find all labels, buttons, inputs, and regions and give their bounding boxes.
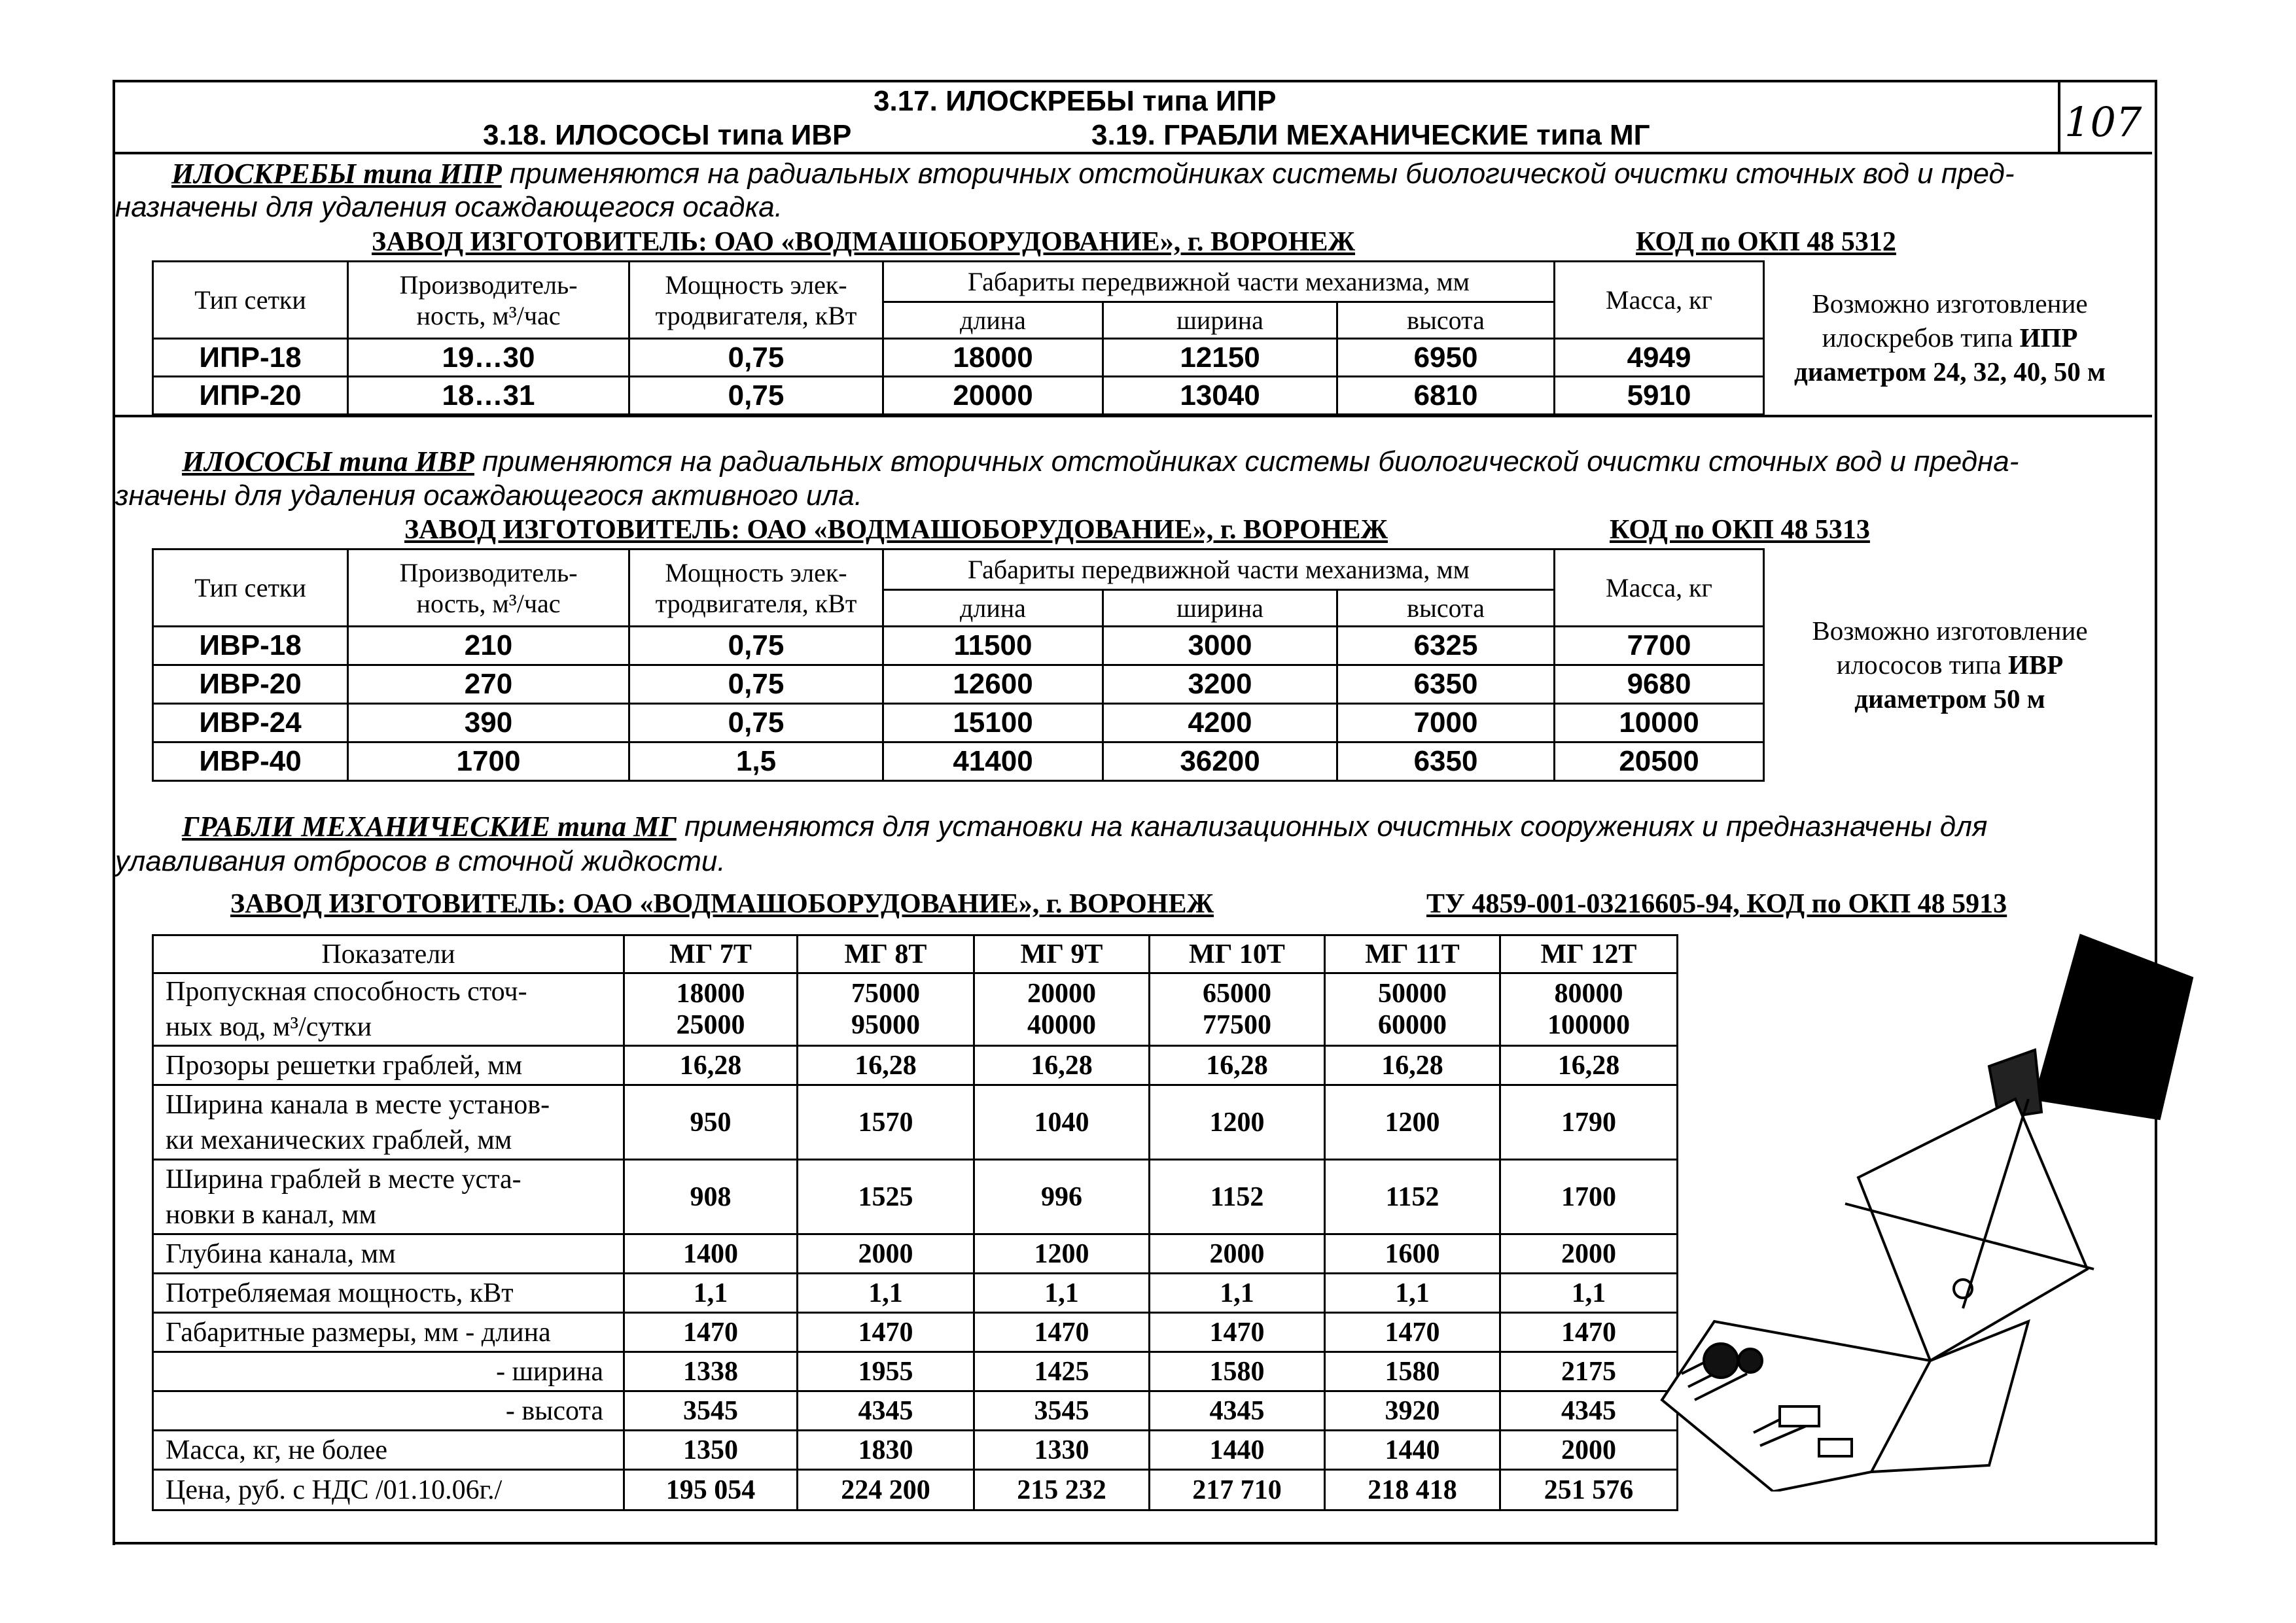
header-mass: Масса, кг bbox=[1555, 550, 1764, 627]
cell: ИПР-20 bbox=[153, 377, 348, 415]
cell: 1,1 bbox=[798, 1274, 974, 1313]
cell: 16,28 bbox=[974, 1046, 1150, 1085]
cell: 218 418 bbox=[1325, 1470, 1500, 1510]
ipr-intro-line-2: назначены для удаления осаждающегося осадка. bbox=[115, 191, 783, 223]
header-model: МГ 10Т bbox=[1150, 935, 1325, 973]
cell: 996 bbox=[974, 1160, 1150, 1234]
row-label: Ширина граблей в месте уста- новки в канал, мм bbox=[153, 1160, 624, 1234]
cell: 1580 bbox=[1150, 1352, 1325, 1391]
ivr-okp-code: КОД по ОКП 48 5313 bbox=[1610, 515, 1870, 545]
note-type: ИВР bbox=[2007, 650, 2064, 680]
cell: 2175 bbox=[1500, 1352, 1678, 1391]
cell: 1580 bbox=[1325, 1352, 1500, 1391]
title-ivr: 3.18. ИЛОСОСЫ типа ИВР bbox=[483, 119, 852, 151]
table-row bbox=[153, 377, 1764, 415]
table-row bbox=[153, 665, 1764, 704]
table-row bbox=[153, 742, 1764, 781]
cell: 1600 bbox=[1325, 1234, 1500, 1274]
table-row bbox=[153, 1274, 1678, 1313]
cell: 1470 bbox=[1500, 1313, 1678, 1352]
bottom-rule bbox=[113, 1542, 2155, 1544]
cell: 1525 bbox=[798, 1160, 974, 1234]
cell: 1470 bbox=[624, 1313, 798, 1352]
cell: 36200 bbox=[1103, 742, 1337, 781]
header-dimensions: Габариты передвижной части механизма, мм bbox=[883, 262, 1555, 302]
cell: 1040 bbox=[974, 1085, 1150, 1160]
cell: 1400 bbox=[624, 1234, 798, 1274]
mg-spec-table bbox=[152, 934, 1678, 1511]
cell: 16,28 bbox=[798, 1046, 974, 1085]
cell: 1152 bbox=[1150, 1160, 1325, 1234]
cell: 6350 bbox=[1337, 742, 1555, 781]
header-divider bbox=[115, 152, 2152, 154]
header-model: МГ 9Т bbox=[974, 935, 1150, 973]
cell: ИВР-24 bbox=[153, 704, 348, 742]
cell: 224 200 bbox=[798, 1470, 974, 1510]
cell: 1470 bbox=[798, 1313, 974, 1352]
cell: 1700 bbox=[348, 742, 629, 781]
cell: 16,28 bbox=[1150, 1046, 1325, 1085]
header-type: Тип сетки bbox=[153, 550, 348, 627]
cell: 2000 bbox=[1500, 1234, 1678, 1274]
cell: 5910 bbox=[1555, 377, 1764, 415]
mg-intro-text: применяются для установки на канализационных очистных сооружениях и предназначены для bbox=[676, 811, 1988, 843]
note-diameter: диаметром 50 м bbox=[1854, 684, 2045, 714]
cell: 1570 bbox=[798, 1085, 974, 1160]
header-height: высота bbox=[1337, 302, 1555, 339]
cell: 2000 bbox=[1500, 1431, 1678, 1470]
cell: 1200 bbox=[1325, 1085, 1500, 1160]
cell: 4200 bbox=[1103, 704, 1337, 742]
cell: 2000 bbox=[798, 1234, 974, 1274]
cell: 1,1 bbox=[1500, 1274, 1678, 1313]
table-row bbox=[153, 1046, 1678, 1085]
cell: 4345 bbox=[1500, 1391, 1678, 1431]
table-row bbox=[153, 1352, 1678, 1391]
row-label: Ширина канала в месте установ- ки механических граблей, мм bbox=[153, 1085, 624, 1160]
cell: 1,5 bbox=[629, 742, 883, 781]
cell: 1152 bbox=[1325, 1160, 1500, 1234]
cell: ИВР-20 bbox=[153, 665, 348, 704]
ivr-intro-line-2: значены для удаления осаждающегося активного ила. bbox=[115, 480, 862, 512]
cell: 6325 bbox=[1337, 627, 1555, 665]
table-row bbox=[153, 339, 1764, 377]
cell: 75000 95000 bbox=[798, 973, 974, 1046]
note-diameter: диаметром 24, 32, 40, 50 м bbox=[1793, 357, 2106, 387]
header-power: Мощность элек- тродвигателя, кВт bbox=[629, 262, 883, 339]
cell: 1440 bbox=[1150, 1431, 1325, 1470]
row-label: - ширина bbox=[153, 1352, 624, 1391]
ivr-intro-text: применяются на радиальных вторичных отстойниках системы биологической очистки сточных вод и предна- bbox=[474, 445, 2019, 478]
cell: 1338 bbox=[624, 1352, 798, 1391]
header-mass: Масса, кг bbox=[1555, 262, 1764, 339]
ipr-note bbox=[1760, 287, 2140, 389]
header-width: ширина bbox=[1103, 302, 1337, 339]
table-row bbox=[153, 1431, 1678, 1470]
cell: 4345 bbox=[798, 1391, 974, 1431]
cell: 12150 bbox=[1103, 339, 1337, 377]
row-label: Потребляемая мощность, кВт bbox=[153, 1274, 624, 1313]
table-row bbox=[153, 1313, 1678, 1352]
header-dimensions: Габариты передвижной части механизма, мм bbox=[883, 550, 1555, 590]
table-row bbox=[153, 1085, 1678, 1160]
table-row bbox=[153, 627, 1764, 665]
table-row bbox=[153, 704, 1764, 742]
header-productivity: Производитель- ность, м³/час bbox=[348, 550, 629, 627]
cell: 1200 bbox=[974, 1234, 1150, 1274]
cell: 1470 bbox=[974, 1313, 1150, 1352]
mg-name: ГРАБЛИ МЕХАНИЧЕСКИЕ типа МГ bbox=[182, 811, 677, 843]
header-productivity: Производитель- ность, м³/час bbox=[348, 262, 629, 339]
row-label: Цена, руб. с НДС /01.10.06г./ bbox=[153, 1470, 624, 1510]
cell: 2000 bbox=[1150, 1234, 1325, 1274]
table-row bbox=[153, 973, 1678, 1046]
ivr-spec-table bbox=[152, 548, 1765, 782]
cell: 1440 bbox=[1325, 1431, 1500, 1470]
cell: 9680 bbox=[1555, 665, 1764, 704]
cell: 950 bbox=[624, 1085, 798, 1160]
title-mg: 3.19. ГРАБЛИ МЕХАНИЧЕСКИЕ типа МГ bbox=[1091, 119, 1650, 151]
cell: 0,75 bbox=[629, 627, 883, 665]
cell: 16,28 bbox=[624, 1046, 798, 1085]
cell: 1,1 bbox=[1150, 1274, 1325, 1313]
header-model: МГ 7Т bbox=[624, 935, 798, 973]
cell: 0,75 bbox=[629, 339, 883, 377]
header-length: длина bbox=[883, 302, 1103, 339]
ipr-okp-code: КОД по ОКП 48 5312 bbox=[1636, 227, 1896, 257]
cell: 1470 bbox=[1150, 1313, 1325, 1352]
cell: 1330 bbox=[974, 1431, 1150, 1470]
page-number: 107 bbox=[2064, 98, 2142, 146]
cell: 0,75 bbox=[629, 377, 883, 415]
row-label: Глубина канала, мм bbox=[153, 1234, 624, 1274]
cell: 18000 bbox=[883, 339, 1103, 377]
note-type: ИПР bbox=[2019, 323, 2078, 353]
cell: 908 bbox=[624, 1160, 798, 1234]
cell: 10000 bbox=[1555, 704, 1764, 742]
note-line: илососов типа bbox=[1836, 650, 2008, 680]
cell: 1,1 bbox=[624, 1274, 798, 1313]
table-row bbox=[153, 1470, 1678, 1510]
row-label: Масса, кг, не более bbox=[153, 1431, 624, 1470]
row-label: - высота bbox=[153, 1391, 624, 1431]
cell: 6350 bbox=[1337, 665, 1555, 704]
cell: 215 232 bbox=[974, 1470, 1150, 1510]
cell: 12600 bbox=[883, 665, 1103, 704]
cell: 7700 bbox=[1555, 627, 1764, 665]
cell: 1425 bbox=[974, 1352, 1150, 1391]
cell: 20000 40000 bbox=[974, 973, 1150, 1046]
cell: 3000 bbox=[1103, 627, 1337, 665]
header-model: МГ 8Т bbox=[798, 935, 974, 973]
cell: 390 bbox=[348, 704, 629, 742]
cell: 4345 bbox=[1150, 1391, 1325, 1431]
cell: 11500 bbox=[883, 627, 1103, 665]
cell: ИПР-18 bbox=[153, 339, 348, 377]
cell: 217 710 bbox=[1150, 1470, 1325, 1510]
ivr-note bbox=[1760, 614, 2140, 716]
table-header-row bbox=[153, 935, 1678, 973]
cell: 16,28 bbox=[1325, 1046, 1500, 1085]
table-row bbox=[153, 1391, 1678, 1431]
cell: 20000 bbox=[883, 377, 1103, 415]
title-ipr: 3.17. ИЛОСКРЕБЫ типа ИПР bbox=[874, 85, 1277, 117]
cell: 18…31 bbox=[348, 377, 629, 415]
cell: 3920 bbox=[1325, 1391, 1500, 1431]
ivr-name: ИЛОСОСЫ типа ИВР bbox=[182, 445, 474, 478]
mg-tu-okp-code: ТУ 4859-001-03216605-94, КОД по ОКП 48 5913 bbox=[1426, 889, 2007, 919]
table-row bbox=[153, 1160, 1678, 1234]
ivr-intro-line-1 bbox=[182, 445, 2019, 478]
note-line: илоскребов типа bbox=[1822, 323, 2020, 353]
header-type: Тип сетки bbox=[153, 262, 348, 339]
cell: 195 054 bbox=[624, 1470, 798, 1510]
cell: 50000 60000 bbox=[1325, 973, 1500, 1046]
cell: 80000 100000 bbox=[1500, 973, 1678, 1046]
cell: 18000 25000 bbox=[624, 973, 798, 1046]
cell: 6810 bbox=[1337, 377, 1555, 415]
cell: 1955 bbox=[798, 1352, 974, 1391]
cell: 1,1 bbox=[1325, 1274, 1500, 1313]
cell: 13040 bbox=[1103, 377, 1337, 415]
cell: 1830 bbox=[798, 1431, 974, 1470]
row-label: Габаритные размеры, мм - длина bbox=[153, 1313, 624, 1352]
mg-intro-line-1 bbox=[182, 810, 1987, 843]
cell: 1700 bbox=[1500, 1160, 1678, 1234]
ipr-spec-table bbox=[152, 260, 1765, 415]
header-width: ширина bbox=[1103, 590, 1337, 627]
cell: 41400 bbox=[883, 742, 1103, 781]
ivr-manufacturer: ЗАВОД ИЗГОТОВИТЕЛЬ: ОАО «ВОДМАШОБОРУДОВАНИЕ», г. ВОРОНЕЖ bbox=[404, 515, 1388, 545]
row-label: Прозоры решетки граблей, мм bbox=[153, 1046, 624, 1085]
cell: 1470 bbox=[1325, 1313, 1500, 1352]
cell: 1,1 bbox=[974, 1274, 1150, 1313]
header-power: Мощность элек- тродвигателя, кВт bbox=[629, 550, 883, 627]
ipr-intro-text: применяются на радиальных вторичных отстойниках системы биологической очистки сточных вод и пред- bbox=[501, 158, 2015, 190]
ipr-manufacturer: ЗАВОД ИЗГОТОВИТЕЛЬ: ОАО «ВОДМАШОБОРУДОВАНИЕ», г. ВОРОНЕЖ bbox=[372, 227, 1355, 257]
cell: ИВР-40 bbox=[153, 742, 348, 781]
ipr-intro-line-1 bbox=[171, 157, 2015, 190]
note-line: Возможно изготовление bbox=[1812, 288, 2088, 319]
cell: ИВР-18 bbox=[153, 627, 348, 665]
header-model: МГ 11Т bbox=[1325, 935, 1500, 973]
table-header-row bbox=[153, 262, 1764, 302]
mg-manufacturer: ЗАВОД ИЗГОТОВИТЕЛЬ: ОАО «ВОДМАШОБОРУДОВАНИЕ», г. ВОРОНЕЖ bbox=[230, 889, 1214, 919]
cell: 270 bbox=[348, 665, 629, 704]
cell: 3200 bbox=[1103, 665, 1337, 704]
header-model: МГ 12Т bbox=[1500, 935, 1678, 973]
cell: 7000 bbox=[1337, 704, 1555, 742]
cell: 3545 bbox=[974, 1391, 1150, 1431]
row-label: Пропускная способность сточ- ных вод, м³/сутки bbox=[153, 973, 624, 1046]
cell: 16,28 bbox=[1500, 1046, 1678, 1085]
cell: 65000 77500 bbox=[1150, 973, 1325, 1046]
header-height: высота bbox=[1337, 590, 1555, 627]
cell: 6950 bbox=[1337, 339, 1555, 377]
cell: 0,75 bbox=[629, 704, 883, 742]
header-indicators: Показатели bbox=[153, 935, 624, 973]
mechanical-rake-illustration bbox=[1623, 903, 2199, 1492]
cell: 19…30 bbox=[348, 339, 629, 377]
cell: 251 576 bbox=[1500, 1470, 1678, 1510]
ipr-name: ИЛОСКРЕБЫ типа ИПР bbox=[171, 158, 502, 190]
mg-intro-line-2: улавливания отбросов в сточной жидкости. bbox=[115, 845, 726, 877]
note-line: Возможно изготовление bbox=[1812, 616, 2088, 646]
cell: 20500 bbox=[1555, 742, 1764, 781]
cell: 1200 bbox=[1150, 1085, 1325, 1160]
table-header-row bbox=[153, 550, 1764, 590]
cell: 15100 bbox=[883, 704, 1103, 742]
cell: 4949 bbox=[1555, 339, 1764, 377]
cell: 210 bbox=[348, 627, 629, 665]
header-length: длина bbox=[883, 590, 1103, 627]
cell: 3545 bbox=[624, 1391, 798, 1431]
table-row bbox=[153, 1234, 1678, 1274]
cell: 0,75 bbox=[629, 665, 883, 704]
cell: 1350 bbox=[624, 1431, 798, 1470]
cell: 1790 bbox=[1500, 1085, 1678, 1160]
